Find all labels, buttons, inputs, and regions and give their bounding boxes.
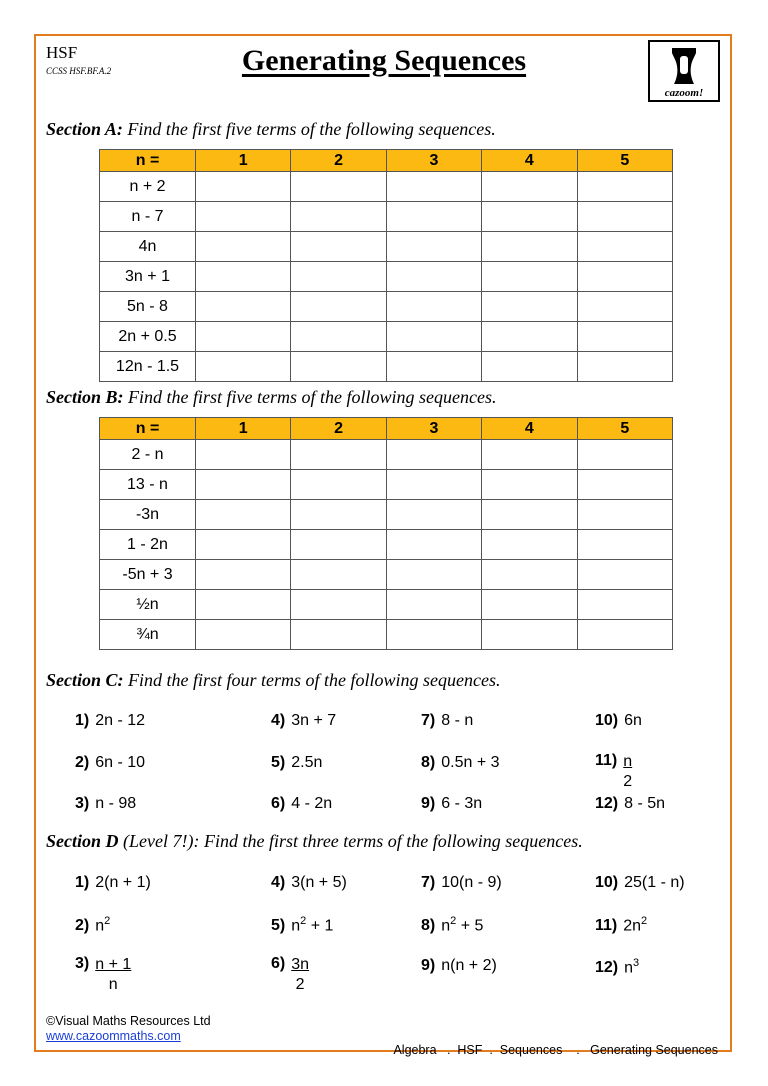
answer-cell[interactable] [482, 500, 577, 530]
answer-cell[interactable] [196, 172, 291, 202]
power-exponent: 3 [633, 957, 640, 969]
answer-cell[interactable] [196, 232, 291, 262]
table-row [100, 292, 673, 322]
column-header: n = [100, 418, 196, 440]
question-number: 6) [271, 795, 286, 812]
answer-cell[interactable] [577, 500, 672, 530]
question-item [421, 915, 483, 935]
power-remainder: + 5 [456, 917, 484, 935]
sequence-expression: 8 - n [441, 712, 474, 729]
answer-cell[interactable] [291, 500, 386, 530]
table-row [100, 530, 673, 560]
answer-cell[interactable] [196, 352, 291, 382]
breadcrumb-item: Sequences [499, 1043, 563, 1057]
power-base: n [624, 959, 634, 977]
fraction-expression [95, 955, 131, 995]
answer-cell[interactable] [386, 470, 481, 500]
breadcrumb-item: Algebra [393, 1043, 437, 1057]
answer-cell[interactable] [386, 202, 481, 232]
power-exponent: 2 [300, 915, 307, 927]
column-header: 4 [482, 418, 577, 440]
answer-cell[interactable] [291, 292, 386, 322]
answer-cell[interactable] [386, 440, 481, 470]
answer-cell[interactable] [577, 530, 672, 560]
question-number: 5) [271, 754, 286, 771]
section-a-heading [46, 119, 496, 140]
question-item [75, 712, 145, 730]
answer-cell[interactable] [291, 232, 386, 262]
answer-cell[interactable] [386, 352, 481, 382]
answer-cell[interactable] [196, 470, 291, 500]
sequence-expression: n - 98 [95, 795, 137, 812]
answer-cell[interactable] [386, 530, 481, 560]
sequence-expression: 1 - 2n [100, 530, 196, 560]
sequence-expression: ¾n [100, 620, 196, 650]
answer-cell[interactable] [482, 560, 577, 590]
breadcrumb-item: Generating Sequences [590, 1043, 718, 1057]
column-header: 4 [482, 150, 577, 172]
section-a-label: Section A: [46, 119, 123, 139]
answer-cell[interactable] [291, 560, 386, 590]
question-number: 6) [271, 955, 286, 972]
question-item [595, 957, 639, 977]
sequence-expression: n(n + 2) [441, 957, 497, 974]
section-d-level: (Level 7!): [123, 831, 200, 851]
copyright: ©Visual Maths Resources Ltd [46, 1014, 211, 1028]
course-label: HSF [46, 43, 78, 62]
question-item [271, 915, 333, 935]
table-header-row [100, 418, 673, 440]
question-number: 8) [421, 917, 436, 935]
logo-wordmark: cazoom! [664, 87, 704, 99]
question-number: 10) [595, 712, 619, 729]
answer-cell[interactable] [482, 590, 577, 620]
power-exponent: 2 [450, 915, 457, 927]
power-base: n [291, 917, 301, 935]
answer-cell[interactable] [386, 232, 481, 262]
table-row [100, 172, 673, 202]
section-c-label: Section C: [46, 670, 124, 690]
fraction-expression [623, 752, 632, 792]
question-item [421, 874, 502, 892]
question-item [421, 795, 482, 813]
question-number: 2) [75, 754, 90, 771]
question-item [421, 754, 500, 772]
power-exponent: 2 [641, 915, 648, 927]
answer-cell[interactable] [482, 470, 577, 500]
question-item [75, 874, 151, 892]
power-base: 2n [623, 917, 642, 935]
answer-cell[interactable] [196, 440, 291, 470]
section-b-table [99, 417, 673, 650]
section-c-instruction: Find the first four terms of the following sequences. [128, 670, 501, 690]
answer-cell[interactable] [291, 262, 386, 292]
question-item [421, 712, 473, 730]
column-header: 1 [196, 418, 291, 440]
table-row [100, 620, 673, 650]
website-link[interactable]: www.cazoommaths.com [46, 1029, 181, 1043]
sequence-expression: 13 - n [100, 470, 196, 500]
sequence-expression: 4n [100, 232, 196, 262]
question-number: 8) [421, 754, 436, 771]
question-number: 11) [595, 752, 618, 769]
page-title: Generating Sequences [241, 44, 527, 77]
answer-cell[interactable] [386, 590, 481, 620]
column-header: 3 [386, 418, 481, 440]
answer-cell[interactable] [577, 352, 672, 382]
answer-cell[interactable] [196, 620, 291, 650]
sequence-expression: 8 - 5n [624, 795, 666, 812]
question-item [595, 915, 647, 935]
standard-label: CCSS HSF.BF.A.2 [46, 66, 112, 76]
table-row [100, 322, 673, 352]
answer-cell[interactable] [291, 202, 386, 232]
answer-cell[interactable] [386, 262, 481, 292]
sequence-expression: -5n + 3 [100, 560, 196, 590]
column-header: 5 [577, 150, 672, 172]
question-number: 2) [75, 917, 90, 935]
sequence-expression: 4 - 2n [291, 795, 333, 812]
section-c-heading [46, 670, 501, 691]
sequence-expression: 6n - 10 [95, 754, 146, 771]
breadcrumb-item: HSF [457, 1043, 483, 1057]
answer-cell[interactable] [291, 440, 386, 470]
answer-cell[interactable] [196, 322, 291, 352]
sequence-expression: 2.5n [291, 754, 323, 771]
answer-cell[interactable] [482, 530, 577, 560]
fraction-denominator: 2 [623, 773, 633, 790]
answer-cell[interactable] [577, 440, 672, 470]
table-header-row [100, 150, 673, 172]
power-base: n [441, 917, 451, 935]
question-item [75, 754, 145, 772]
table-row [100, 470, 673, 500]
section-b-instruction: Find the first five terms of the following sequences. [128, 387, 497, 407]
question-number: 11) [595, 917, 618, 935]
question-number: 10) [595, 874, 619, 891]
sequence-expression: 10(n - 9) [441, 874, 502, 891]
answer-cell[interactable] [577, 322, 672, 352]
answer-cell[interactable] [482, 262, 577, 292]
question-number: 3) [75, 795, 90, 812]
power-base: n [95, 917, 105, 935]
fraction-denominator: 2 [295, 976, 305, 993]
answer-cell[interactable] [482, 232, 577, 262]
answer-cell[interactable] [386, 322, 481, 352]
answer-cell[interactable] [482, 202, 577, 232]
question-number: 1) [75, 712, 90, 729]
sequence-expression: 25(1 - n) [624, 874, 685, 891]
question-item [271, 795, 332, 813]
answer-cell[interactable] [386, 620, 481, 650]
sequence-expression: ½n [100, 590, 196, 620]
answer-cell[interactable] [577, 172, 672, 202]
answer-cell[interactable] [386, 172, 481, 202]
section-d-heading [46, 831, 583, 852]
column-header: 5 [577, 418, 672, 440]
answer-cell[interactable] [577, 292, 672, 322]
sequence-expression: 3n + 1 [100, 262, 196, 292]
answer-cell[interactable] [291, 590, 386, 620]
answer-cell[interactable] [577, 620, 672, 650]
answer-cell[interactable] [386, 500, 481, 530]
question-number: 3) [75, 955, 90, 972]
column-header: 2 [291, 418, 386, 440]
sequence-expression: n - 7 [100, 202, 196, 232]
table-row [100, 262, 673, 292]
question-number: 7) [421, 712, 436, 729]
answer-cell[interactable] [291, 352, 386, 382]
column-header: n = [100, 150, 196, 172]
sequence-expression: -3n [100, 500, 196, 530]
question-number: 5) [271, 917, 286, 935]
question-item [75, 795, 136, 813]
question-item [75, 955, 131, 995]
answer-cell[interactable] [482, 322, 577, 352]
answer-cell[interactable] [482, 352, 577, 382]
sequence-expression: n + 2 [100, 172, 196, 202]
answer-cell[interactable] [386, 292, 481, 322]
answer-cell[interactable] [577, 470, 672, 500]
question-item [595, 752, 632, 792]
answer-cell[interactable] [291, 530, 386, 560]
question-item [595, 874, 685, 892]
question-number: 9) [421, 957, 436, 974]
sequence-expression: 2n + 0.5 [100, 322, 196, 352]
question-item [75, 915, 110, 935]
sequence-expression: 5n - 8 [100, 292, 196, 322]
section-b-label: Section B: [46, 387, 124, 407]
answer-cell[interactable] [291, 620, 386, 650]
power-remainder: + 1 [306, 917, 334, 935]
sequence-expression: 2 - n [100, 440, 196, 470]
answer-cell[interactable] [482, 440, 577, 470]
question-item [595, 712, 642, 730]
sequence-expression: 3n + 7 [291, 712, 337, 729]
table-row [100, 440, 673, 470]
sequence-expression: 3(n + 5) [291, 874, 347, 891]
answer-cell[interactable] [196, 262, 291, 292]
cazoom-logo [648, 40, 720, 102]
question-item [271, 874, 347, 892]
sequence-expression: 6n [624, 712, 642, 729]
column-header: 3 [386, 150, 481, 172]
answer-cell[interactable] [196, 202, 291, 232]
question-item [421, 957, 497, 975]
answer-cell[interactable] [291, 470, 386, 500]
question-item [595, 795, 665, 813]
answer-cell[interactable] [482, 172, 577, 202]
answer-cell[interactable] [196, 590, 291, 620]
answer-cell[interactable] [482, 292, 577, 322]
question-number: 12) [595, 959, 619, 977]
question-number: 4) [271, 874, 286, 891]
section-a-instruction: Find the first five terms of the following sequences. [127, 119, 496, 139]
section-d-label: Section D [46, 831, 119, 851]
breadcrumb: Algebra . HSF . Sequences . Generating Sequences [393, 1043, 718, 1057]
table-row [100, 590, 673, 620]
answer-cell[interactable] [577, 232, 672, 262]
table-row [100, 232, 673, 262]
answer-cell[interactable] [196, 292, 291, 322]
answer-cell[interactable] [577, 590, 672, 620]
answer-cell[interactable] [386, 560, 481, 590]
question-number: 9) [421, 795, 436, 812]
answer-cell[interactable] [291, 172, 386, 202]
table-row [100, 560, 673, 590]
answer-cell[interactable] [291, 322, 386, 352]
question-item [271, 955, 309, 995]
table-row [100, 500, 673, 530]
question-number: 1) [75, 874, 90, 891]
table-row [100, 352, 673, 382]
answer-cell[interactable] [196, 560, 291, 590]
sequence-expression: 6 - 3n [441, 795, 483, 812]
answer-cell[interactable] [577, 560, 672, 590]
table-row [100, 202, 673, 232]
sequence-expression: 2(n + 1) [95, 874, 151, 891]
fraction-numerator: n + 1 [95, 956, 132, 973]
fraction-expression [291, 955, 309, 995]
sequence-expression: 0.5n + 3 [441, 754, 500, 771]
section-a-table [99, 149, 673, 382]
answer-cell[interactable] [577, 202, 672, 232]
fraction-numerator: 3n [291, 956, 310, 973]
section-b-heading [46, 387, 496, 408]
power-exponent: 2 [104, 915, 111, 927]
question-number: 12) [595, 795, 619, 812]
fraction-denominator: n [108, 976, 118, 993]
sequence-expression: 2n - 12 [95, 712, 146, 729]
answer-cell[interactable] [196, 530, 291, 560]
question-number: 4) [271, 712, 286, 729]
answer-cell[interactable] [577, 262, 672, 292]
question-number: 7) [421, 874, 436, 891]
fraction-numerator: n [623, 753, 633, 770]
question-item [271, 754, 322, 772]
section-d-instruction: Find the first three terms of the following sequences. [203, 831, 583, 851]
question-item [271, 712, 336, 730]
sequence-expression: 12n - 1.5 [100, 352, 196, 382]
column-header: 2 [291, 150, 386, 172]
answer-cell[interactable] [196, 500, 291, 530]
answer-cell[interactable] [482, 620, 577, 650]
column-header: 1 [196, 150, 291, 172]
